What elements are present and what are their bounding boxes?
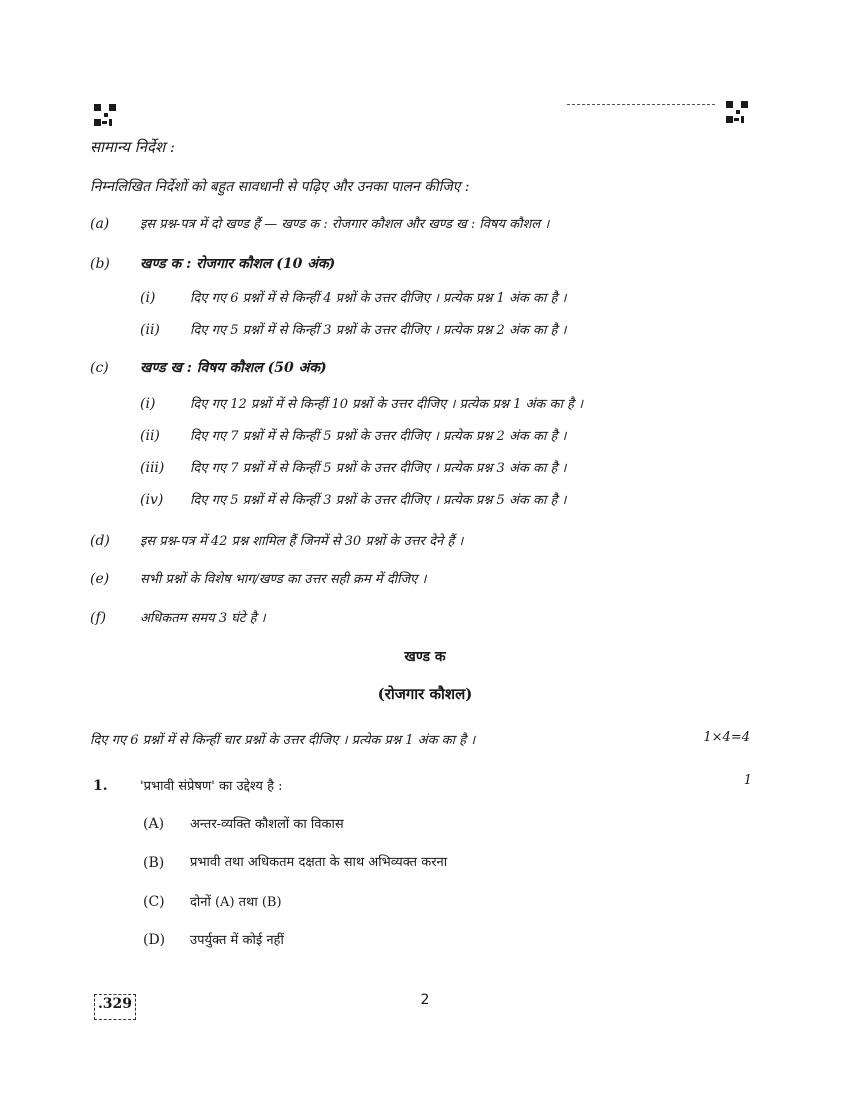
instruction-text: दिए गए 7 प्रश्नों में से किन्हीं 5 प्रश्नों के उत्तर दीजिए । प्रत्येक प्रश्न 3 अंक का है । xyxy=(190,461,567,476)
instruction-sublabel: (i) xyxy=(140,290,156,306)
instruction-label: (e) xyxy=(90,571,110,587)
instruction-text: दिए गए 6 प्रश्नों में से किन्हीं 4 प्रश्नों के उत्तर दीजिए । प्रत्येक प्रश्न 1 अंक का है । xyxy=(190,291,567,306)
qr-code-icon-left xyxy=(94,104,116,126)
option-text: उपर्युक्त में कोई नहीं xyxy=(190,933,284,948)
instruction-text: दिए गए 7 प्रश्नों में से किन्हीं 5 प्रश्नों के उत्तर दीजिए । प्रत्येक प्रश्न 2 अंक का है । xyxy=(190,429,567,444)
page-number: 2 xyxy=(420,992,430,1008)
option-text: दोनों (A) तथा (B) xyxy=(190,895,282,910)
marks-formula: 1×4=4 xyxy=(703,730,750,745)
instruction-label: (b) xyxy=(90,256,110,272)
instruction-label: (f) xyxy=(90,610,107,626)
section-a-heading: खण्ड क : रोजगार कौशल (10 अंक) xyxy=(140,256,336,272)
option-label: (C) xyxy=(143,894,165,910)
option-text: प्रभावी तथा अधिकतम दक्षता के साथ अभिव्यक्त करना xyxy=(190,855,448,870)
paper-code: .329 xyxy=(97,996,133,1012)
option-label: (B) xyxy=(143,855,165,871)
instruction-text: दिए गए 5 प्रश्नों में से किन्हीं 3 प्रश्नों के उत्तर दीजिए । प्रत्येक प्रश्न 2 अंक का है । xyxy=(190,323,567,338)
section-subtitle: (रोजगार कौशल) xyxy=(377,685,473,703)
option-text: अन्तर-व्यक्ति कौशलों का विकास xyxy=(190,817,344,832)
section-instruction: दिए गए 6 प्रश्नों में से किन्हीं चार प्रश्नों के उत्तर दीजिए । प्रत्येक प्रश्न 1 अंक का है । xyxy=(90,733,476,748)
instruction-text: दिए गए 5 प्रश्नों में से किन्हीं 3 प्रश्नों के उत्तर दीजिए । प्रत्येक प्रश्न 5 अंक का है । xyxy=(190,493,567,508)
option-label: (D) xyxy=(143,932,166,948)
instruction-text: सभी प्रश्नों के विशेष भाग/खण्ड का उत्तर सही क्रम में दीजिए । xyxy=(140,572,427,587)
instruction-text: इस प्रश्न-पत्र में दो खण्ड हैं — खण्ड क : रोजगार कौशल और खण्ड ख : विषय कौशल । xyxy=(140,217,550,232)
question-marks: 1 xyxy=(743,773,752,788)
section-b-heading: खण्ड ख : विषय कौशल (50 अंक) xyxy=(140,360,327,376)
general-instructions-heading: सामान्य निर्देश : xyxy=(90,138,175,156)
instruction-label: (c) xyxy=(90,360,109,376)
instruction-sublabel: (iv) xyxy=(140,492,164,508)
instruction-label: (a) xyxy=(90,216,110,232)
instructions-intro: निम्नलिखित निर्देशों को बहुत सावधानी से पढ़िए और उनका पालन कीजिए : xyxy=(90,179,470,195)
question-text: 'प्रभावी संप्रेषण' का उद्देश्य है : xyxy=(140,779,283,794)
header-divider xyxy=(567,104,715,105)
instruction-text: इस प्रश्न-पत्र में 42 प्रश्न शामिल हैं जिनमें से 30 प्रश्नों के उत्तर देने हैं । xyxy=(140,534,464,549)
instruction-label: (d) xyxy=(90,533,110,549)
instruction-sublabel: (ii) xyxy=(140,322,160,338)
qr-code-icon-right xyxy=(726,101,748,123)
option-label: (A) xyxy=(143,816,165,832)
instruction-sublabel: (i) xyxy=(140,396,156,412)
instruction-sublabel: (iii) xyxy=(140,460,165,476)
question-number: 1. xyxy=(93,778,108,794)
instruction-text: दिए गए 12 प्रश्नों में से किन्हीं 10 प्रश्नों के उत्तर दीजिए । प्रत्येक प्रश्न 1 अंक का है । xyxy=(190,397,583,412)
instruction-sublabel: (ii) xyxy=(140,428,160,444)
instruction-text: अधिकतम समय 3 घंटे है । xyxy=(140,611,266,626)
section-title: खण्ड क xyxy=(404,649,446,665)
